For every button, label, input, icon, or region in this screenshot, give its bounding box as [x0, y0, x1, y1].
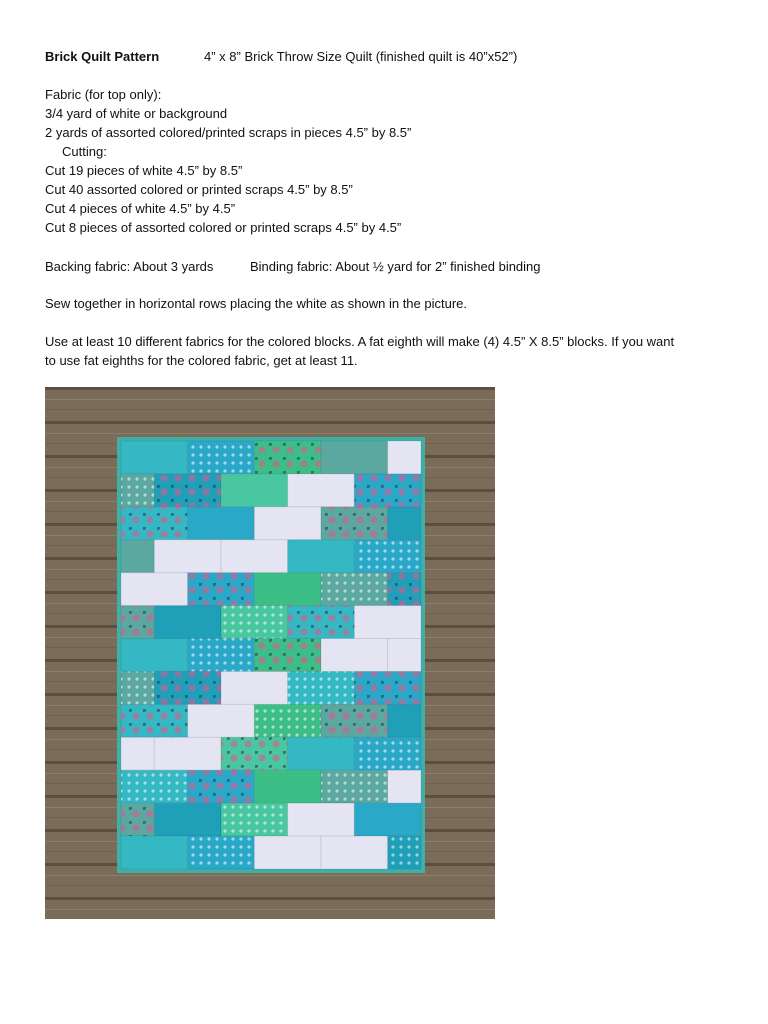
brick-print [254, 441, 321, 474]
white-brick [221, 540, 288, 573]
brick-print [288, 671, 355, 704]
white-brick [388, 770, 421, 803]
brick-print [388, 573, 421, 606]
brick-print [154, 474, 221, 507]
white-brick [121, 573, 188, 606]
colored-brick [288, 737, 355, 770]
document-subtitle: 4” x 8” Brick Throw Size Quilt (finished quilt is 40”x52”) [204, 49, 518, 64]
brick-print [221, 803, 288, 836]
brick-print [254, 704, 321, 737]
colored-brick [321, 441, 388, 474]
white-brick [154, 540, 221, 573]
white-brick [188, 704, 255, 737]
colored-brick [288, 540, 355, 573]
brick-print [121, 474, 154, 507]
white-brick [388, 639, 421, 672]
colored-brick [388, 507, 421, 540]
colored-brick [188, 507, 255, 540]
cutting-item: Cut 8 pieces of assorted colored or printed scraps 4.5” by 4.5” [45, 220, 402, 235]
brick-print [321, 704, 388, 737]
cutting-item: Cut 40 assorted colored or printed scraps 4.5” by 8.5” [45, 182, 353, 197]
fabric-note: to use fat eighths for the colored fabric, get at least 11. [45, 353, 358, 368]
brick-print [121, 671, 154, 704]
brick-print [121, 507, 188, 540]
white-brick [221, 671, 288, 704]
colored-brick [121, 540, 154, 573]
colored-brick [121, 836, 188, 869]
brick-print [354, 474, 421, 507]
cutting-heading: Cutting: [62, 144, 107, 159]
brick-print [354, 540, 421, 573]
brick-print [321, 573, 388, 606]
backing-text: Backing fabric: About 3 yards [45, 259, 214, 274]
colored-brick [154, 803, 221, 836]
brick-print [221, 737, 288, 770]
brick-print [388, 836, 421, 869]
colored-brick [254, 573, 321, 606]
white-brick [354, 606, 421, 639]
brick-print [121, 803, 154, 836]
brick-print [221, 606, 288, 639]
document-title: Brick Quilt Pattern [45, 49, 160, 64]
brick-print [321, 507, 388, 540]
colored-brick [121, 441, 188, 474]
brick-print [154, 671, 221, 704]
binding-text: Binding fabric: About ½ yard for 2” finished binding [250, 259, 541, 274]
brick-print [121, 606, 154, 639]
colored-brick [154, 606, 221, 639]
brick-print [188, 441, 255, 474]
white-brick [288, 474, 355, 507]
brick-print [288, 606, 355, 639]
white-brick [321, 836, 388, 869]
cutting-item: Cut 19 pieces of white 4.5” by 8.5” [45, 163, 243, 178]
colored-brick [354, 803, 421, 836]
brick-print [188, 573, 255, 606]
quilt-image [45, 387, 495, 919]
brick-print [254, 639, 321, 672]
white-brick [388, 441, 421, 474]
brick-print [354, 671, 421, 704]
sew-instruction: Sew together in horizontal rows placing the white as shown in the picture. [45, 296, 468, 311]
cutting-item: Cut 4 pieces of white 4.5” by 4.5” [45, 201, 236, 216]
white-brick [121, 737, 154, 770]
backing-row [45, 257, 541, 276]
white-brick [288, 803, 355, 836]
brick-print [321, 770, 388, 803]
fabric-item: 3/4 yard of white or background [45, 106, 228, 121]
colored-brick [254, 770, 321, 803]
fabric-item: 2 yards of assorted colored/printed scraps in pieces 4.5” by 8.5” [45, 125, 412, 140]
brick-print [188, 770, 255, 803]
colored-brick [221, 474, 288, 507]
brick-print [121, 704, 188, 737]
white-brick [254, 507, 321, 540]
quilt-photo [45, 387, 495, 919]
brick-print [188, 639, 255, 672]
colored-brick [388, 704, 421, 737]
fabric-heading: Fabric (for top only): [45, 87, 162, 102]
colored-brick [121, 639, 188, 672]
brick-print [354, 737, 421, 770]
title-row [45, 47, 518, 66]
white-brick [154, 737, 221, 770]
white-brick [321, 639, 388, 672]
brick-print [121, 770, 188, 803]
fabric-note: Use at least 10 different fabrics for the colored blocks. A fat eighth will make (4) 4.5” X 8.5” blocks. If you want [45, 334, 675, 349]
white-brick [254, 836, 321, 869]
quilt [117, 437, 425, 873]
brick-print [188, 836, 255, 869]
